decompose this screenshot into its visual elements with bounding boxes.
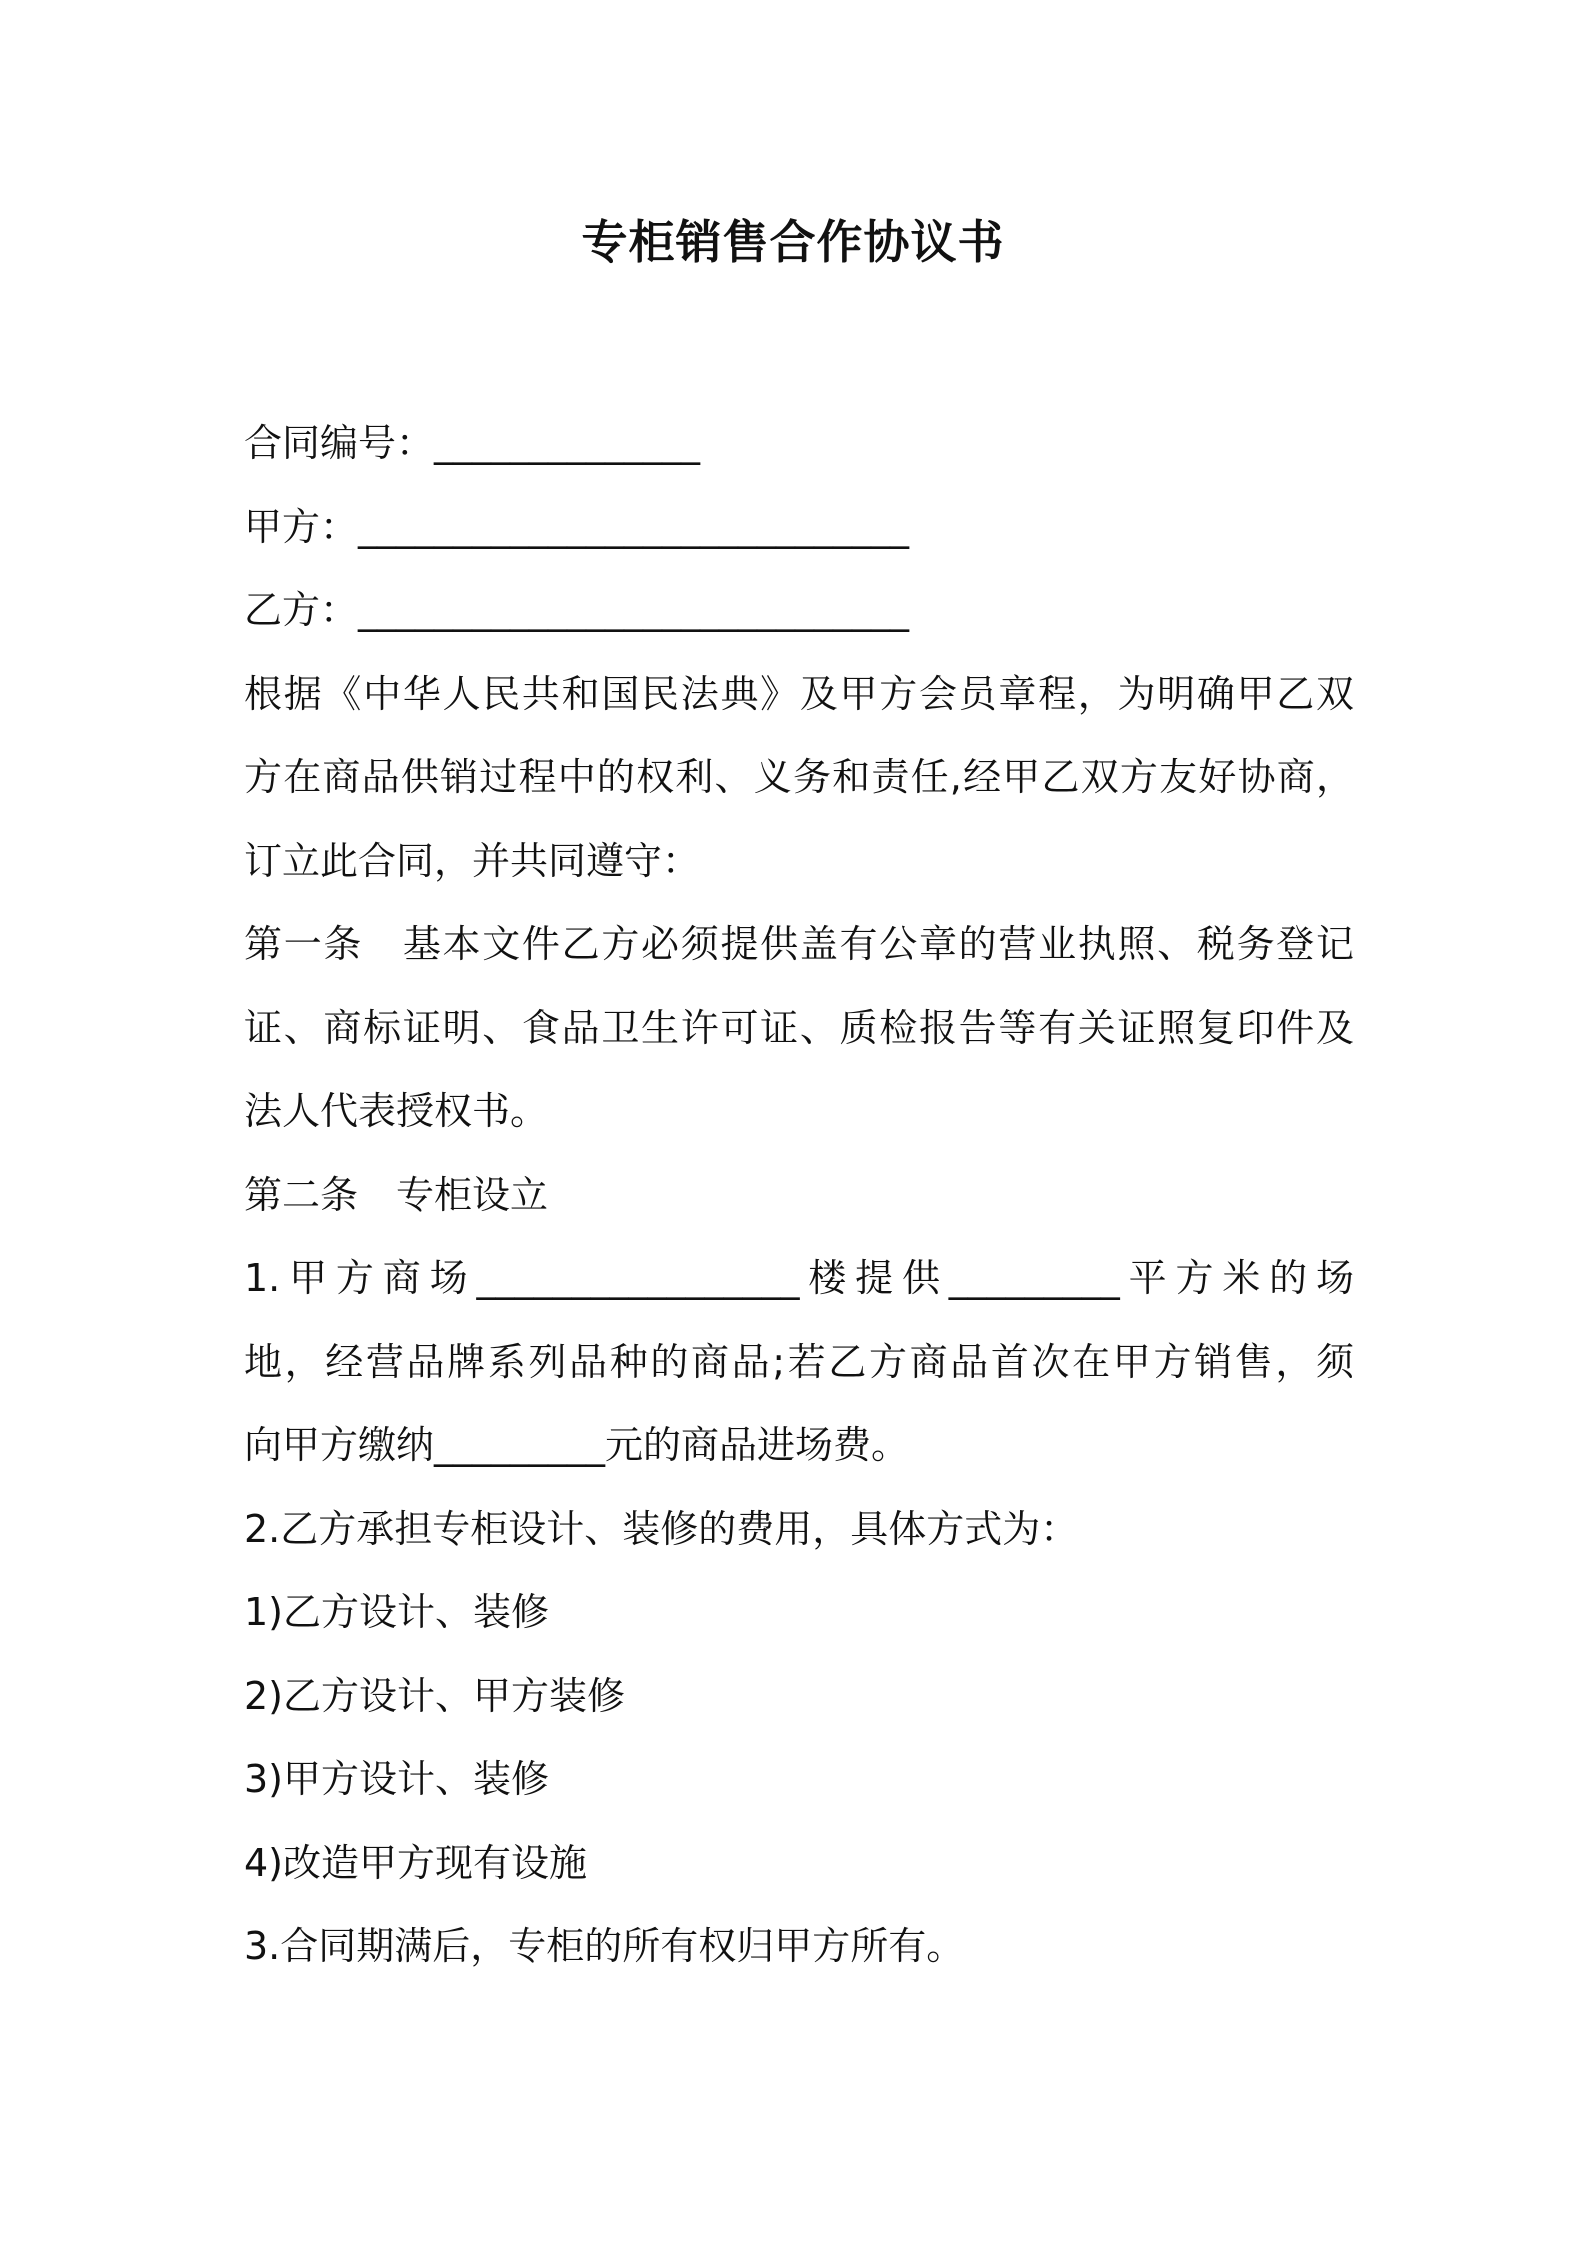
article-1-line: 证、商标证明、食品卫生许可证、质检报告等有关证照复印件及 — [244, 1005, 1354, 1050]
preamble-line: 根据《中华人民共和国民法典》及甲方会员章程，为明确甲乙双 — [244, 671, 1354, 716]
option-line: 4)改造甲方现有设施 — [244, 1840, 588, 1885]
party-a-line: 甲方：_____________________________ — [244, 504, 910, 549]
contract-number-line: 合同编号：______________ — [244, 421, 701, 465]
clause-line: 向甲方缴纳_________元的商品进场费。 — [244, 1423, 910, 1467]
document-title: 专柜销售合作协议书 — [581, 215, 1005, 269]
option-line: 2)乙方设计、甲方装修 — [244, 1673, 626, 1718]
clause-line: 2.乙方承担专柜设计、装修的费用，具体方式为： — [244, 1506, 1079, 1551]
clause-line: 1.甲方商场_________________楼提供_________平方米的场 — [244, 1256, 1354, 1300]
preamble-line: 订立此合同，并共同遵守： — [244, 838, 701, 883]
option-line: 1)乙方设计、装修 — [244, 1590, 550, 1634]
article-2-heading: 第二条 专柜设立 — [244, 1172, 549, 1217]
document-body — [244, 402, 1354, 1989]
article-1-line: 第一条 基本文件乙方必须提供盖有公章的营业执照、税务登记 — [244, 922, 1354, 966]
option-line: 3)甲方设计、装修 — [244, 1757, 550, 1801]
clause-line: 3.合同期满后，专柜的所有权归甲方所有。 — [244, 1924, 965, 1968]
article-1-line: 法人代表授权书。 — [244, 1089, 549, 1133]
party-b-line: 乙方：_____________________________ — [244, 588, 910, 632]
preamble-line: 方在商品供销过程中的权利、义务和责任,经甲乙双方友好协商， — [244, 755, 1354, 799]
clause-line: 地，经营品牌系列品种的商品;若乙方商品首次在甲方销售，须 — [244, 1339, 1354, 1384]
